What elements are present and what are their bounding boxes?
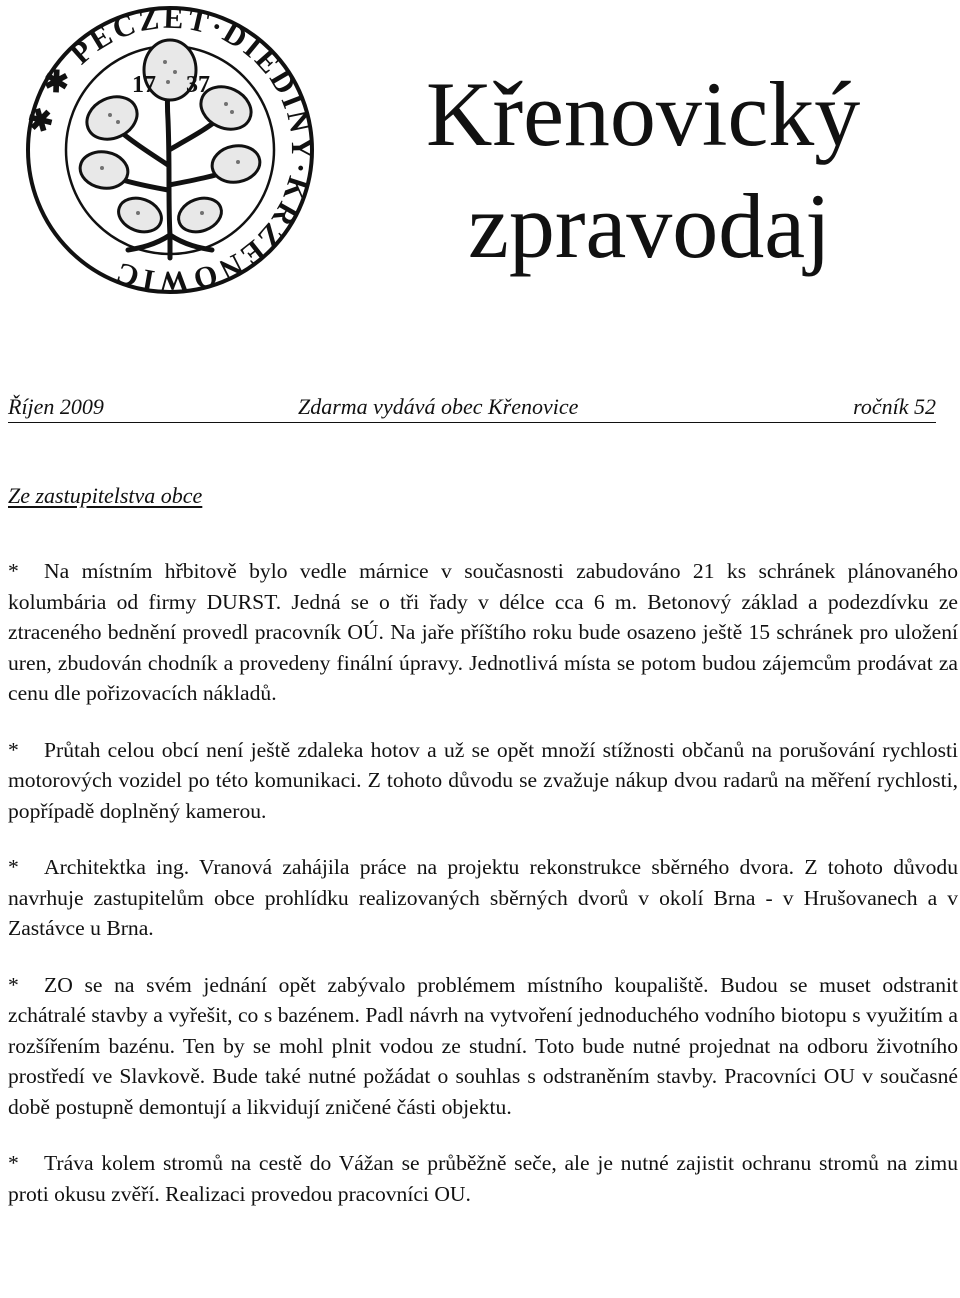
issue-date: Říjen 2009 bbox=[8, 394, 104, 419]
bullet-star: * bbox=[8, 1151, 19, 1175]
article-item bbox=[8, 1148, 958, 1209]
bullet-star: * bbox=[8, 559, 19, 583]
seal-year-right: 37 bbox=[186, 72, 210, 98]
article-text: Architektka ing. Vranová zahájila práce na projektu rekonstrukce sběrného dvora. Z tohoto důvodu navrhuje zastupitelům obce prohlídku realizovaných sběrných dvorů v okolí Brna - v Hrušovanech a v Zastávce u Brna. bbox=[8, 855, 958, 940]
seal-ring-text: ✱ ✱ PECZET·DIEDINY·KRZENOWIC bbox=[22, 1, 319, 299]
article-item bbox=[8, 556, 958, 709]
seal-year-left: 17 bbox=[132, 72, 156, 98]
section-title: Ze zastupitelstva obce bbox=[8, 483, 203, 508]
article-text: ZO se na svém jednání opět zabývalo problémem místního koupaliště. Budou se muset odstranit zchátralé stavby a vyřešit, co s bazénem. Padl návrh na vytvoření jednoduchého vodního biotopu s využitím a rozšířením bazénu. Ten by se mohl plnit vodou ze studní. Toto bude nutné projednat na odboru životního prostředí ve Slavkově. Bude také nutné požádat o souhlas s odstraněním stavby. Pracovníci OU v současné době postupně demontují a likvidují zničené části objektu. bbox=[8, 972, 958, 1119]
article-item bbox=[8, 852, 958, 944]
article-text: Průtah celou obcí není ještě zdaleka hotov a už se opět množí stížnosti občanů na porušování rychlosti motorových vozidel po této komunikaci. Z tohoto důvodu se zvažuje nákup dvou radarů na měření rychlosti, popřípadě doplněný kamerou. bbox=[8, 737, 958, 823]
article-item bbox=[8, 735, 958, 827]
title-line-2: zpravodaj bbox=[468, 175, 831, 277]
article-text: Na místním hřbitově bylo vedle márnice v současnosti zabudováno 21 ks schránek plánovaného kolumbária od firmy DURST. Jedná se o tři řady v délce cca 6 m. Betonový základ a podezdívku ze ztraceného bednění provedl pracovník OÚ. Na jaře příštího roku bude osazeno ještě 15 schránek pro uložení uren, zbudován chodník a provedeny finální úpravy. Jednotlivá místa se potom budou zájemcům prodávat za cenu dle pořizovacích nákladů. bbox=[8, 559, 958, 705]
village-seal-logo bbox=[20, 0, 320, 300]
bullet-star: * bbox=[8, 855, 19, 879]
bullet-star: * bbox=[8, 737, 19, 762]
bullet-star: * bbox=[8, 972, 19, 997]
issue-info-line bbox=[8, 392, 936, 423]
article-text: Tráva kolem stromů na cestě do Vážan se průběžně seče, ale je nutné zajistit ochranu stromů na zimu proti okusu zvěří. Realizaci provedou pracovníci OU. bbox=[8, 1151, 958, 1206]
issue-volume: ročník 52 bbox=[853, 394, 936, 419]
title-line-1: Křenovický bbox=[426, 63, 861, 165]
article-list bbox=[8, 556, 958, 1235]
article-item bbox=[8, 970, 958, 1123]
issue-publisher: Zdarma vydává obec Křenovice bbox=[298, 394, 579, 419]
